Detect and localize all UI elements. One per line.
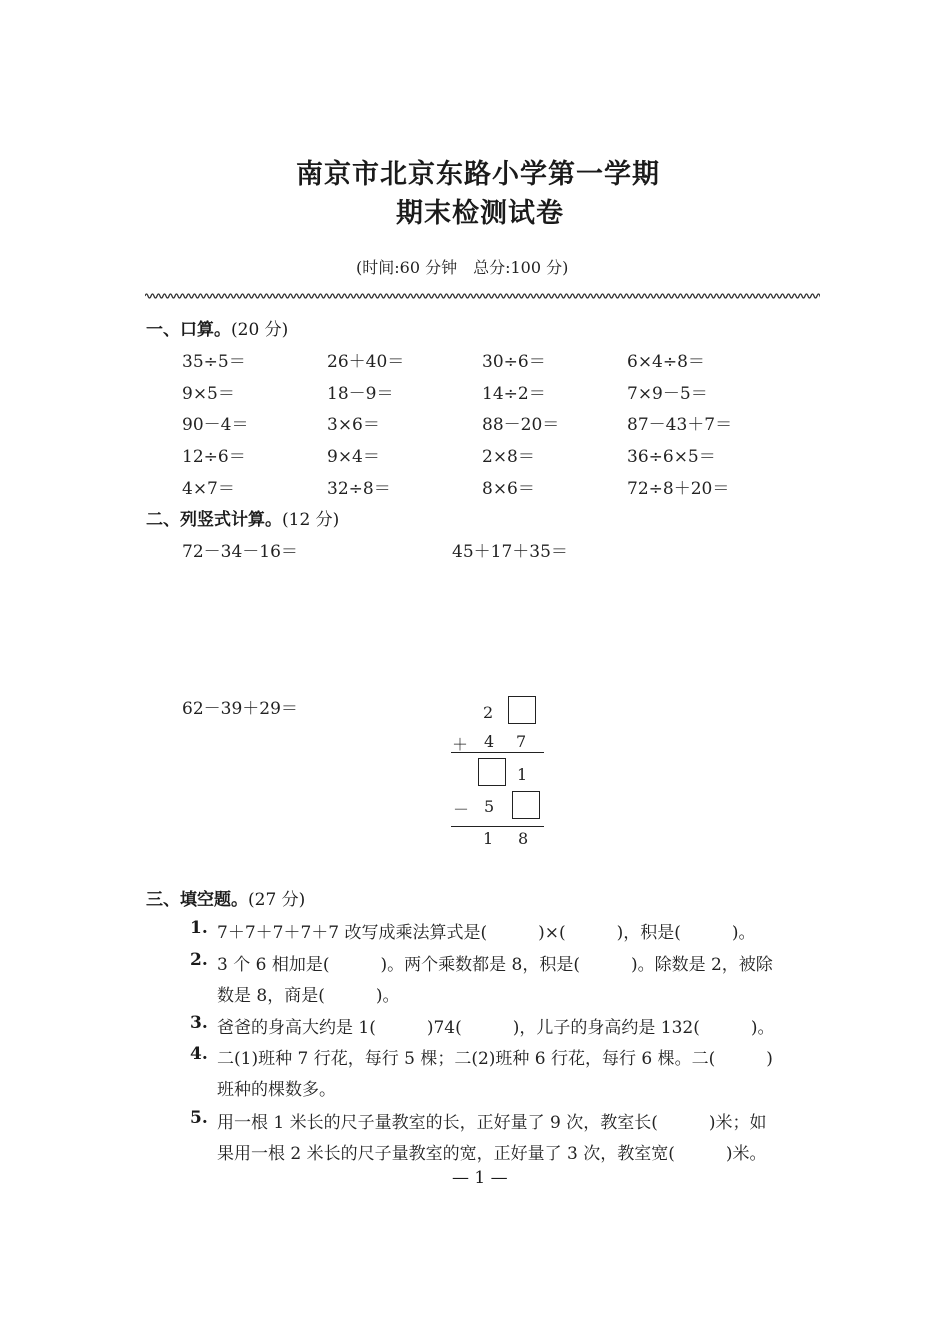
question-number: 2. — [190, 950, 208, 970]
oral-calc-item: 88－20＝ — [482, 415, 560, 435]
oral-calc-item: 72÷8＋20＝ — [627, 479, 730, 499]
question-number: 3. — [190, 1013, 208, 1033]
oral-calc-item: 3×6＝ — [327, 415, 380, 435]
oral-calc-item: 90－4＝ — [182, 415, 249, 435]
question-number: 5. — [190, 1108, 208, 1128]
oral-calc-item: 14÷2＝ — [482, 384, 546, 404]
section-2-title: 二、列竖式计算。 — [146, 510, 282, 530]
oral-calc-item: 6×4÷8＝ — [627, 352, 705, 372]
oral-calc-item: 8×6＝ — [482, 479, 535, 499]
puzzle-digit: 1 — [483, 829, 494, 848]
section-2-score: (12 分) — [282, 510, 340, 530]
oral-calc-item: 9×5＝ — [182, 384, 235, 404]
answer-box[interactable] — [508, 696, 536, 724]
vertical-problem-2: 45＋17＋35＝ — [452, 542, 568, 562]
exam-meta: (时间:60 分钟 总分:100 分) — [356, 258, 569, 277]
puzzle-digit: 1 — [517, 765, 528, 784]
plus-sign: ＋ — [452, 735, 469, 754]
title-line-1: 南京市北京东路小学第一学期 — [296, 159, 660, 190]
vertical-problem-1: 72－34－16＝ — [182, 542, 298, 562]
oral-calc-item: 87－43＋7＝ — [627, 415, 733, 435]
answer-box[interactable] — [478, 758, 506, 786]
oral-calc-item: 4×7＝ — [182, 479, 235, 499]
oral-calc-item: 35÷5＝ — [182, 352, 246, 372]
section-3-heading — [146, 885, 305, 910]
oral-calc-item: 36÷6×5＝ — [627, 447, 716, 467]
section-2-heading — [146, 505, 339, 530]
question-number: 4. — [190, 1044, 208, 1064]
page-number: — 1 — — [452, 1168, 508, 1188]
wavy-divider — [145, 292, 820, 300]
minus-sign: － — [453, 800, 470, 819]
oral-calc-item: 2×8＝ — [482, 447, 535, 467]
question-text: 用一根 1 米长的尺子量教室的长，正好量了 9 次，教室长( )米；如 — [217, 1113, 767, 1133]
oral-calc-item: 18－9＝ — [327, 384, 394, 404]
sum-line — [451, 752, 544, 753]
question-text: 果用一根 2 米长的尺子量教室的宽，正好量了 3 次，教室宽( )米。 — [217, 1144, 767, 1164]
question-text: 7＋7＋7＋7＋7 改写成乘法算式是( )×( )，积是( )。 — [217, 923, 756, 943]
section-1-score: (20 分) — [231, 320, 289, 340]
puzzle-digit: 4 — [484, 732, 495, 751]
oral-calc-item: 9×4＝ — [327, 447, 380, 467]
answer-box[interactable] — [512, 791, 540, 819]
oral-calc-item: 30÷6＝ — [482, 352, 546, 372]
question-text: 3 个 6 相加是( )。两个乘数都是 8，积是( )。除数是 2，被除 — [217, 955, 773, 975]
oral-calc-item: 32÷8＝ — [327, 479, 391, 499]
oral-calc-item: 26＋40＝ — [327, 352, 405, 372]
question-text: 数是 8，商是( )。 — [217, 986, 400, 1006]
puzzle-digit: 5 — [484, 797, 495, 816]
oral-calc-item: 12÷6＝ — [182, 447, 246, 467]
puzzle-digit: 2 — [483, 703, 494, 722]
question-text: 班种的棵数多。 — [217, 1080, 336, 1100]
oral-calc-item: 7×9－5＝ — [627, 384, 708, 404]
question-text: 爸爸的身高大约是 1( )74( )，儿子的身高约是 132( )。 — [217, 1018, 775, 1038]
section-3-score: (27 分) — [248, 890, 306, 910]
title-line-2: 期末检测试卷 — [396, 198, 564, 229]
section-1-heading — [146, 315, 288, 340]
section-3-title: 三、填空题。 — [146, 890, 248, 910]
puzzle-digit: 7 — [516, 732, 527, 751]
difference-line — [451, 826, 544, 827]
vertical-problem-3: 62－39＋29＝ — [182, 699, 298, 719]
question-number: 1. — [190, 918, 208, 938]
section-1-title: 一、口算。 — [146, 320, 231, 340]
puzzle-digit: 8 — [518, 829, 529, 848]
question-text: 二(1)班种 7 行花，每行 5 棵；二(2)班种 6 行花，每行 6 棵。二( ) — [217, 1049, 773, 1069]
